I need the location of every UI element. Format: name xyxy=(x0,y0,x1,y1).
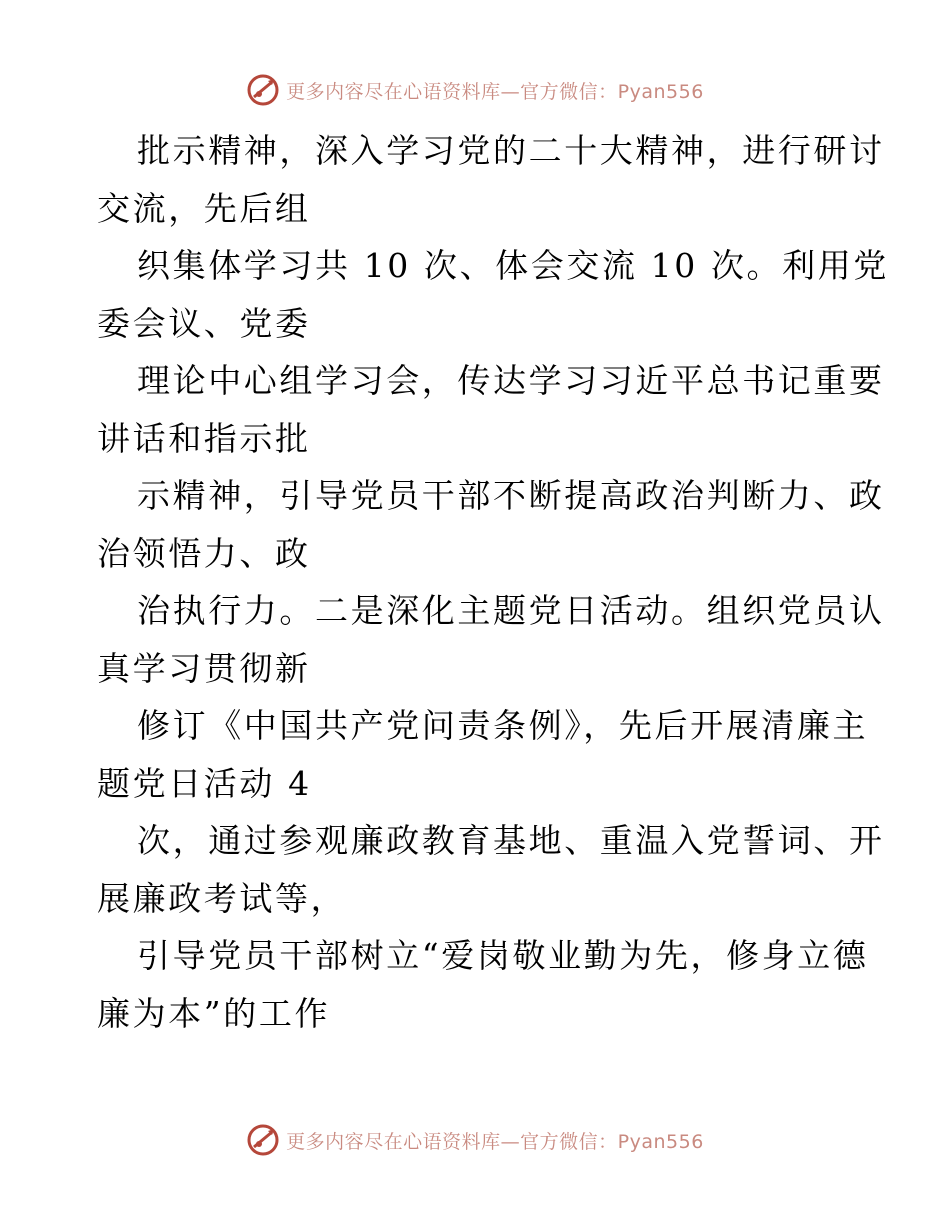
text-line: 示精神，引导党员干部不断提高政治判断力、政 xyxy=(137,476,885,515)
text-line: 治执行力。二是深化主题党日活动。组织党员认 xyxy=(137,591,885,630)
document-body xyxy=(97,122,889,1042)
text-line: 次，通过参观廉政教育基地、重温入党誓词、开 xyxy=(137,821,885,860)
header-watermark xyxy=(0,72,950,108)
text-line: 委会议、党委 xyxy=(97,303,311,343)
watermark-wechat-id: Pyan556 xyxy=(617,80,704,103)
text-line: 题党日活动 4 xyxy=(97,763,312,803)
text-line: 真学习贯彻新 xyxy=(97,648,311,688)
text-line: 展廉政考试等， xyxy=(97,878,347,918)
text-line: 廉为本”的工作 xyxy=(97,993,331,1033)
watermark-text xyxy=(286,77,704,104)
text-line: 织集体学习共 10 次、体会交流 10 次。利用党 xyxy=(137,246,889,285)
text-line: 批示精神，深入学习党的二十大精神，进行研讨 xyxy=(137,131,885,170)
watermark-group xyxy=(246,1123,704,1157)
watermark-group xyxy=(246,73,704,107)
watermark-text xyxy=(286,1127,704,1154)
text-line: 理论中心组学习会，传达学习习近平总书记重要 xyxy=(137,361,885,400)
footer-watermark xyxy=(0,1122,950,1158)
watermark-label: 更多内容尽在心语资料库—官方微信： xyxy=(286,1130,618,1153)
brand-logo-icon xyxy=(246,1123,280,1157)
watermark-label: 更多内容尽在心语资料库—官方微信： xyxy=(286,80,618,103)
text-line: 修订《中国共产党问责条例》，先后开展清廉主 xyxy=(137,706,869,745)
text-line: 交流，先后组 xyxy=(97,188,311,228)
text-line: 引导党员干部树立“爱岗敬业勤为先，修身立德 xyxy=(137,936,869,975)
text-line: 讲话和指示批 xyxy=(97,418,311,458)
watermark-wechat-id: Pyan556 xyxy=(617,1130,704,1153)
brand-logo-icon xyxy=(246,73,280,107)
text-line: 治领悟力、政 xyxy=(97,533,311,573)
